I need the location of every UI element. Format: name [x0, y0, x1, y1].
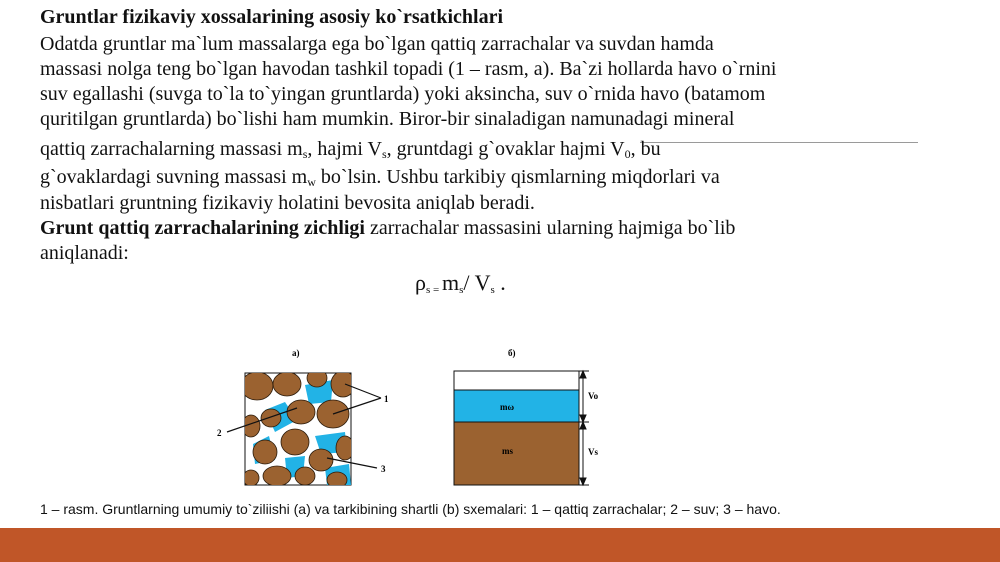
solid-volume-label: Vs — [588, 447, 599, 457]
callout-2: 2 — [217, 428, 222, 438]
text-line: aniqlanadi: — [40, 242, 129, 264]
text-line: nisbatlari gruntning fizikaviy holatini bevosita aniqlab beradi. — [40, 192, 535, 214]
figure-a-label: a) — [292, 348, 300, 358]
callout-3: 3 — [381, 464, 386, 474]
text-line: Odatda gruntlar ma`lum massalarga ega bo`lgan qattiq zarrachalar va suvdan hamda — [40, 33, 714, 55]
text-line: suv egallashi (suvga to`la to`yingan gruntlarda) yoki aksincha, suv o`rnida havo (batamom — [40, 83, 766, 105]
water-phase — [454, 390, 579, 422]
soil-structure-diagram — [205, 340, 415, 490]
text-line: Grunt qattiq zarrachalarining zichligi zarrachalar massasini ularning hajmiga bo`lib — [40, 217, 736, 239]
solid-phase — [454, 422, 579, 485]
figure-caption: 1 – rasm. Gruntlarning umumiy to`ziliishi (a) va tarkibining shartli (b) sxemalari: 1 – qattiq zarrachalar; 2 – suv; 3 – havo. — [40, 501, 781, 517]
water-mass-label: mω — [500, 402, 515, 412]
text-line: massasi nolga teng bo`lgan havodan tashkil topadi (1 – rasm, a). Ba`zi hollarda havo o`rnini — [40, 58, 777, 80]
solid-mass-label: ms — [502, 446, 513, 456]
text-line: g`ovaklardagi suvning massasi $m_w$ bo`lsin. Ushbu tarkibiy qismlarning miqdorlari va — [40, 166, 720, 189]
pore-volume-label: Vo — [588, 391, 599, 401]
bold-term: Grunt qattiq zarrachalarining zichligi — [40, 217, 365, 239]
callout-1: 1 — [384, 394, 389, 404]
slide-title: Gruntlar fizikaviy xossalarining asosiy ko`rsatkichlari — [40, 6, 503, 28]
footer-bar — [0, 528, 1000, 562]
phase-scheme-diagram — [440, 340, 610, 490]
air-phase — [454, 371, 579, 390]
density-formula: $\rho_s$ $_=$ $m_s/$ $V_s$ . — [415, 270, 506, 296]
figure-b-label: б) — [508, 348, 516, 358]
text-line: qattiq zarrachalarning massasi $m_s$, hajmi $V_s$, gruntdagi g`ovaklar hajmi $V_0$, bu — [40, 138, 661, 161]
text-line: quritilgan gruntlarda) bo`lishi ham mumkin. Biror-bir sinaladigan namunadagi mineral — [40, 108, 735, 130]
